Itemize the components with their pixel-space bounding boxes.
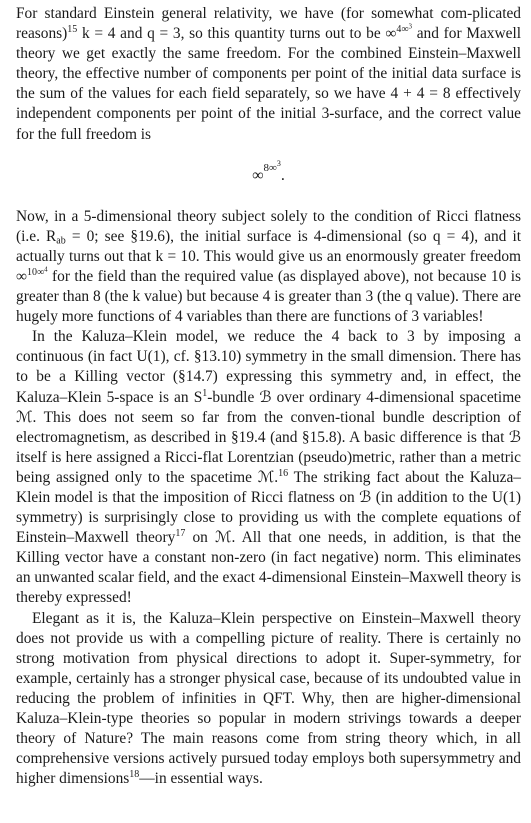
text-run: and for Maxwell theory we get exactly the same freedom. For the combined Einstein–Maxwell theory, the effective number of components per point of the initial data surface is the sum of the values for each field separately, so we have 4 + 4 = 8 effectively independent components per point of the initial 3-surface, and the correct value for the full freedom is xyxy=(16,25,521,143)
paragraph-elegant-perspective xyxy=(16,609,521,790)
text-run: For standard Einstein general relativity, we have (for somewhat com-plicated reasons) xyxy=(16,5,521,43)
equation-exponent: 8∞3 xyxy=(263,158,281,174)
equation-period: . xyxy=(280,166,285,184)
text-run: = 0; see §19.6), the initial surface is 4-dimensional (so q = 4), and it actually turns out that k = 10. This would give us an enormously greater freedom ∞ xyxy=(16,227,521,285)
footnote-ref-16[interactable]: 16 xyxy=(278,467,289,479)
exponent-power: 3 xyxy=(408,22,412,31)
paragraph-freedom-einstein-maxwell xyxy=(16,4,521,145)
exponent: 4∞3 xyxy=(396,22,412,35)
text-run: Elegant as it is, the Kaluza–Klein perspective on Einstein–Maxwell theory does not provide us with a compelling picture of reality. There is certainly no strong motivation from physical directions to adopt it. Super-symmetry, for example, certainly has a stronger physical case, because of its undoubted value in reducing the problem of infinities in QFT. Why, then are higher-dimensional Kaluza–Klein-type theories so popular in modern strivings towards a deeper theory of Nature? The main reasons come from string theory which, in all comprehensive versions actively pursued today employs both supersymmetry and higher dimensions xyxy=(16,609,521,788)
paragraph-five-dimensional-theory xyxy=(16,207,521,328)
text-run: Now, in a 5-dimensional theory subject solely to the condition of Ricci flatness (i.e. R xyxy=(16,207,521,245)
text-run: for the field than the required value (as displayed above), not because 10 is greater than 8 (the k value) but because 4 is greater than 3 (the q value). There are hugely more functions of 4 variables than there are functions of 3 variables! xyxy=(16,267,521,326)
text-run: -bundle ℬ over ordinary 4-dimensional spacetime ℳ. This does not seem so far from the conven-tional bundle description of electromagnetism, as described in §19.4 (and §15.8). A basic difference is that ℬ itself is here assigned a Ricci-flat Lorentzian (pseudo)metric, rather than a metric being assigned only to the spacetime ℳ. xyxy=(16,388,521,486)
footnote-ref-15[interactable]: 15 xyxy=(67,23,78,35)
exponent-power: 4 xyxy=(44,265,48,274)
text-run: The striking fact about the Kaluza–Klein model is that the imposition of Ricci flatness on ℬ (in addition to the U(1) symmetry) is surprisingly close to providing us with the complete equations of Einstein–Maxwell theory xyxy=(16,468,521,547)
subscript: ab xyxy=(56,235,66,247)
text-run: —in essential ways. xyxy=(139,770,263,788)
equation-base: ∞ xyxy=(252,166,264,184)
footnote-ref-17[interactable]: 17 xyxy=(175,527,186,539)
text-run: on ℳ. All that one needs, in addition, is that the Killing vector have a constant non-zero (in fact negative) norm. This eliminates an unwanted scalar field, and the exact 4-dimensional Einstein–Maxwell theory is thereby expressed! xyxy=(16,529,521,607)
page-content xyxy=(16,4,521,789)
superscript: 1 xyxy=(202,387,208,399)
paragraph-kaluza-klein-model xyxy=(16,327,521,608)
display-equation xyxy=(16,145,521,207)
exponent-power: 3 xyxy=(276,158,281,168)
text-run: In the Kaluza–Klein model, we reduce the 4 back to 3 by imposing a continuous (in fact U(1), cf. §13.10) symmetry in the small dimension. There has to be a Killing vector (§14.7) expressing this symmetry and, in effect, the Kaluza–Klein 5-space is an S xyxy=(16,328,521,406)
footnote-ref-18[interactable]: 18 xyxy=(129,769,140,781)
exponent: 10∞4 xyxy=(26,265,48,278)
text-run: k = 4 and q = 3, so this quantity turns out to be ∞ xyxy=(77,25,397,43)
